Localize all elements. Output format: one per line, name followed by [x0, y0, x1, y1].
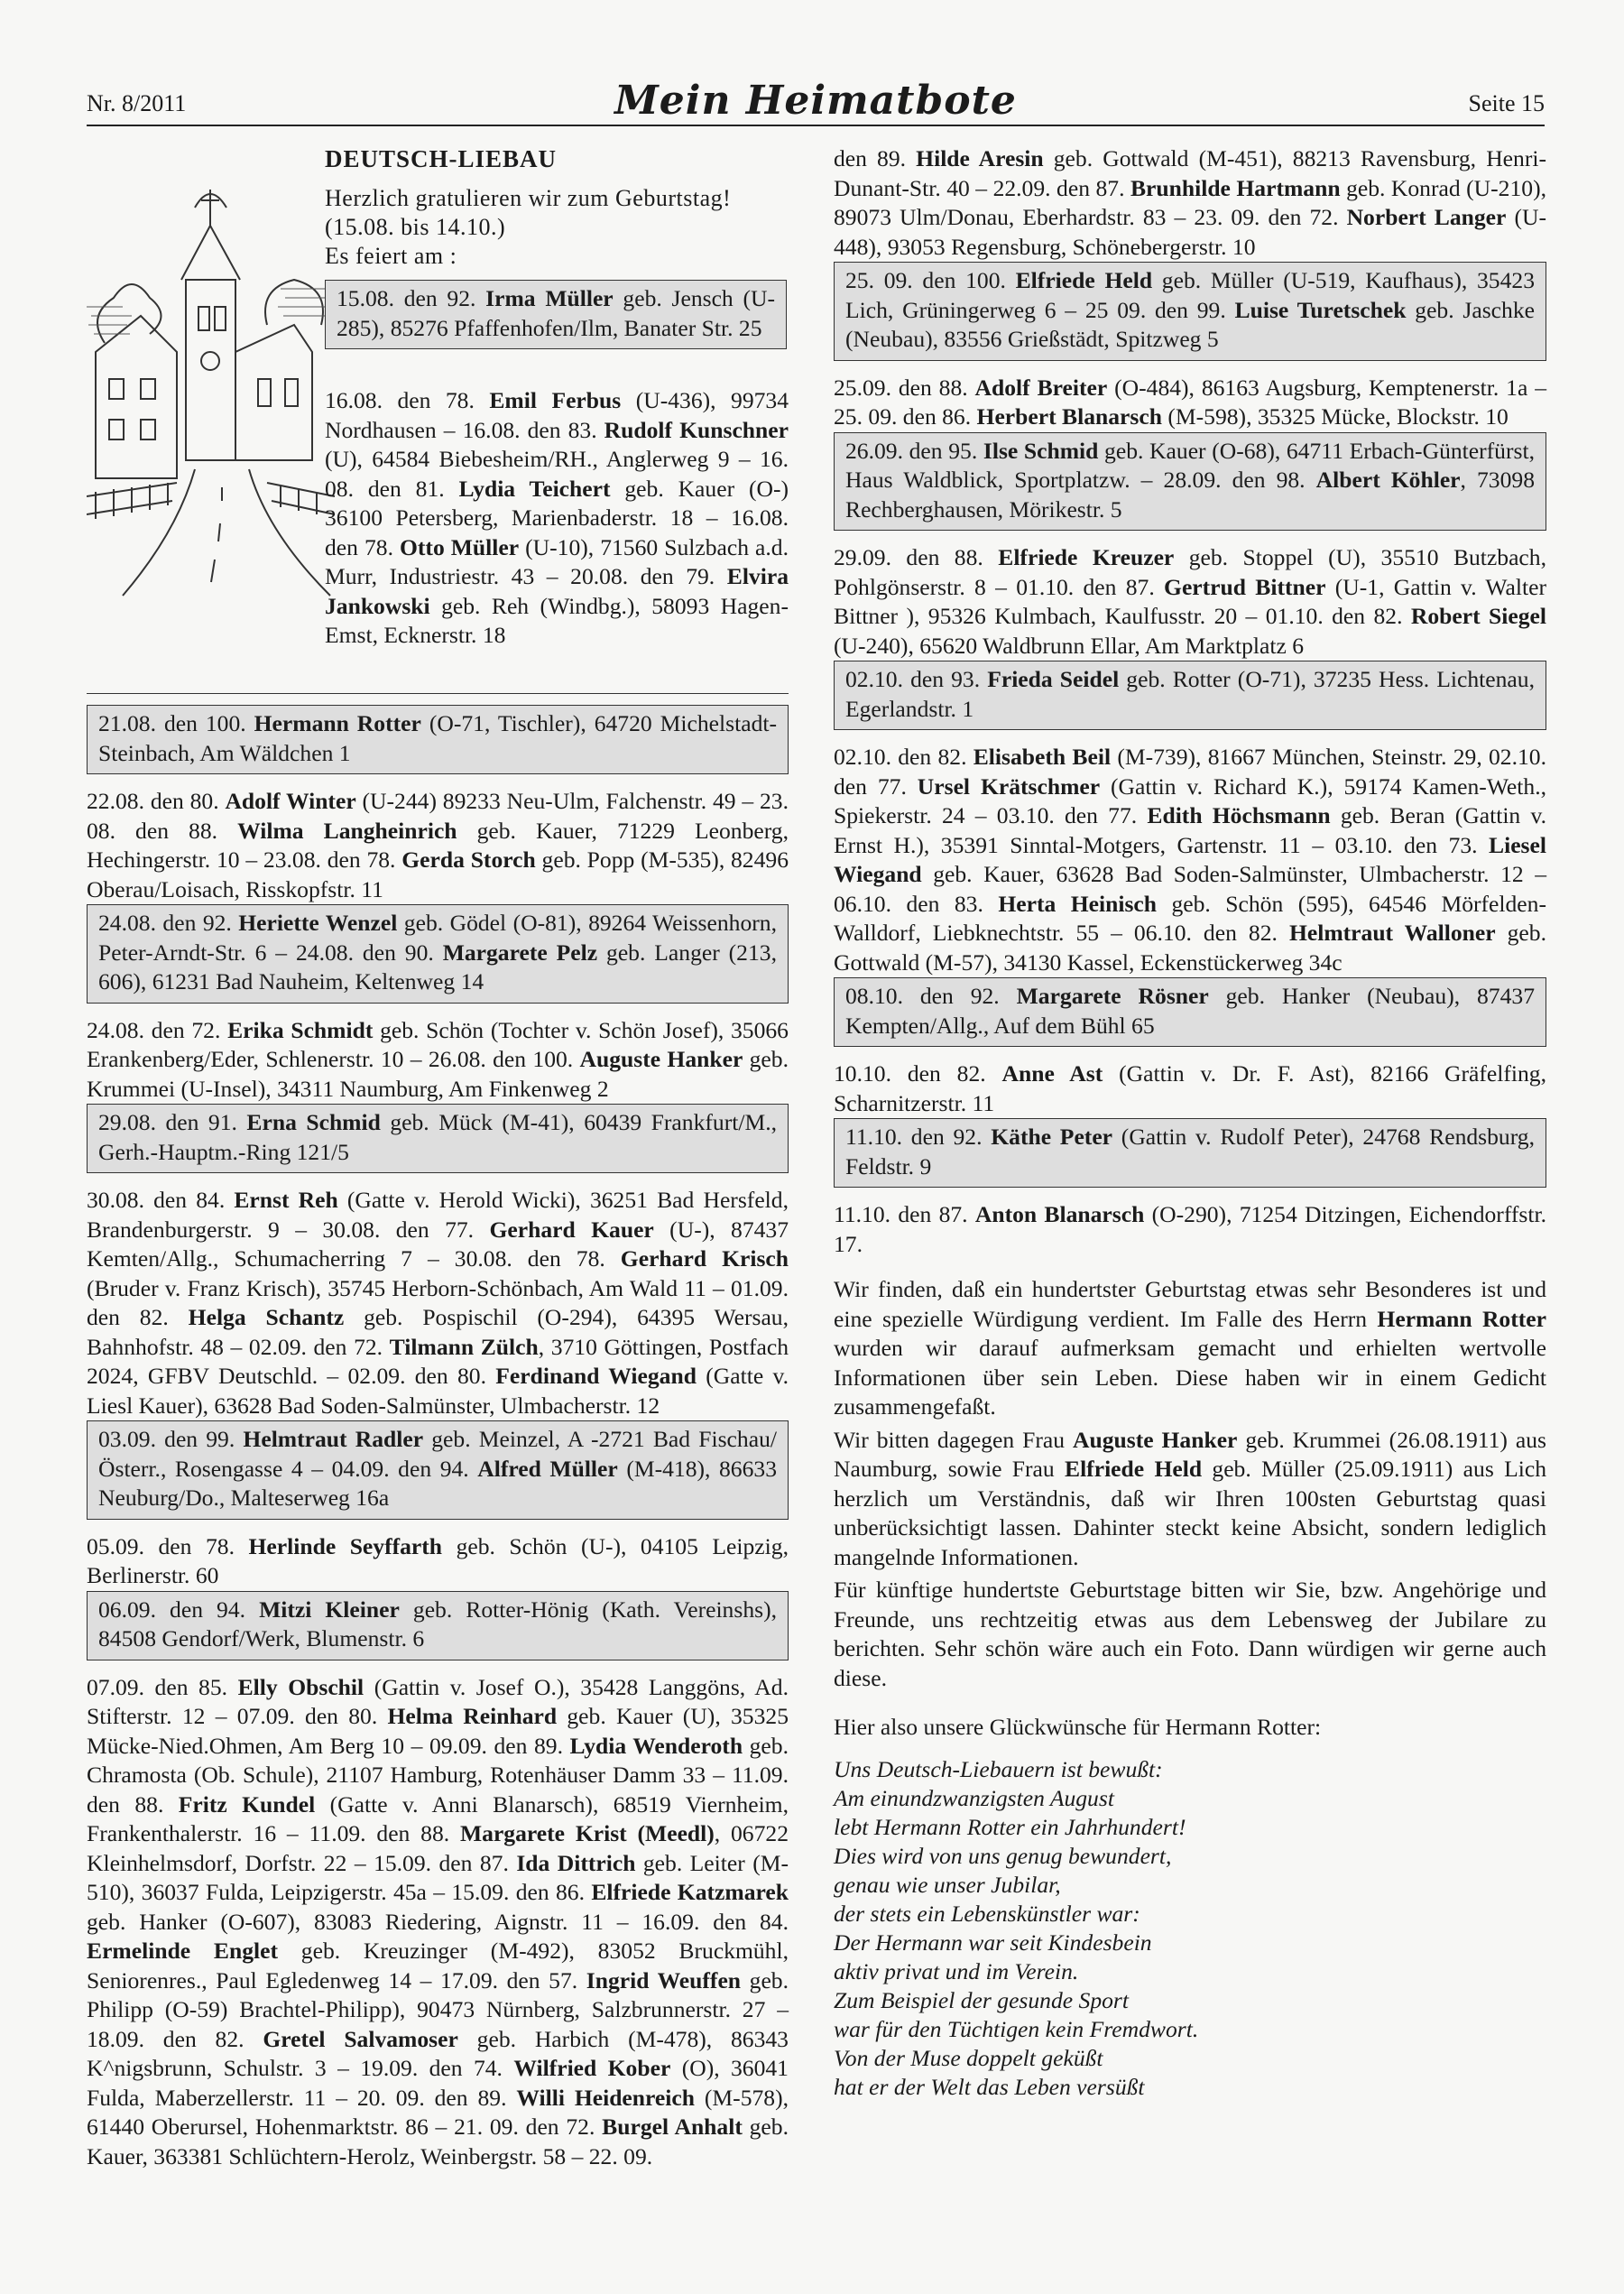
- birthday-entry: 29.09. den 88. Elfriede Kreuzer geb. Stoppel (U), 35510 Butzbach, Pohlgönserstr. 8 – 01.10. den 87. Gertrud Bittner (U-1, Gattin v. Walter Bittner ), 95326 Kulmbach, Kaulfusstr. 20 – 01.10. den 82. Robert Siegel (U-240), 65620 Waldbrunn Ellar, Am Marktplatz 6: [834, 544, 1546, 659]
- poem-line: Zum Beispiel der gesunde Sport: [834, 1986, 1129, 2013]
- birthday-poem: [834, 1755, 1546, 2102]
- page-number: Seite 15: [1468, 90, 1545, 116]
- celebrant-name: Ingrid Weuffen: [586, 1966, 742, 1993]
- section-intro-text: [325, 184, 785, 271]
- birthday-entry-highlighted: 06.09. den 94. Mitzi Kleiner geb. Rotter-Hönig (Kath. Vereinshs), 84508 Gendorf/Werk, Blumenstr. 6: [87, 1591, 789, 1660]
- celebrant-name: Helga Schantz: [188, 1304, 345, 1330]
- editorial-note: [834, 1275, 1546, 1743]
- celebrant-name: Elly Obschil: [237, 1673, 364, 1700]
- celebrant-name: Auguste Hanker: [1073, 1426, 1238, 1453]
- birthday-entry: den 89. Hilde Aresin geb. Gottwald (M-451), 88213 Ravensburg, Henri-Dunant-Str. 40 – 22.09. den 87. Brunhilde Hartmann geb. Konrad (U-210), 89073 Ulm/Donau, Eberhardstr. 83 – 23. 09. den 72. Norbert Langer (U-448), 93053 Regensburg, Schönebergerstr. 10: [834, 145, 1546, 260]
- poem-intro: Hier also unsere Glückwünsche für Hermann Rotter:: [834, 1714, 1322, 1740]
- header-rule: [87, 125, 1545, 126]
- celebrant-name: Käthe Peter: [991, 1124, 1113, 1150]
- celebrant-name: Willi Heidenreich: [516, 2084, 695, 2111]
- celebrant-name: Ferdinand Wiegand: [495, 1363, 697, 1389]
- celebrant-name: Margarete Pelz: [442, 939, 598, 966]
- celebrant-name: Hermann Rotter: [1377, 1305, 1546, 1332]
- celebrant-name: Herbert Blanarsch: [976, 403, 1162, 430]
- birthday-entry-highlighted: 26.09. den 95. Ilse Schmid geb. Kauer (O-68), 64711 Erbach-Günterfürst, Haus Waldblick, Sportplatzw. – 28.09. den 98. Albert Köhler, 73098 Rechberghausen, Mörikestr. 5: [834, 432, 1546, 532]
- intro-line-1: Herzlich gratulieren wir zum Geburtstag!: [325, 185, 732, 211]
- celebrant-name: Elfriede Held: [1065, 1456, 1203, 1482]
- page-header: [87, 78, 1545, 125]
- celebrant-name: Ernst Reh: [234, 1187, 338, 1213]
- birthday-entry-highlighted: 24.08. den 92. Heriette Wenzel geb. Gödel (O-81), 89264 Weissenhorn, Peter-Arndt-Str. 6 – 24.08. den 90. Margarete Pelz geb. Langer (213, 606), 61231 Bad Nauheim, Keltenweg 14: [87, 904, 789, 1004]
- left-column: [87, 144, 789, 2171]
- editorial-paragraph: Für künftige hundertste Geburtstage bitten wir Sie, bzw. Angehörige und Freunde, uns rechtzeitig etwas aus dem Lebensweg der Jubilare zu berichten. Sehr schön wäre auch ein Foto. Dann würdigen wir gerne auch diese.: [834, 1577, 1546, 1691]
- celebrant-name: Auguste Hanker: [579, 1046, 743, 1072]
- poem-line: hat er der Welt das Leben versüßt: [834, 2073, 1145, 2100]
- birthday-entry-highlighted: 03.09. den 99. Helmtraut Radler geb. Meinzel, A -2721 Bad Fischau/Österr., Rosengasse 4 – 04.09. den 94. Alfred Müller (M-418), 86633 Neuburg/Do., Malteserweg 16a: [87, 1420, 789, 1520]
- celebrant-name: Emil Ferbus: [489, 387, 622, 413]
- celebrant-name: Ida Dittrich: [516, 1849, 636, 1876]
- issue-number: Nr. 8/2011: [87, 90, 187, 116]
- birthday-entry: 11.10. den 87. Anton Blanarsch (O-290), 71254 Ditzingen, Eichendorffstr. 17.: [834, 1201, 1546, 1257]
- birthday-entry: 25.09. den 88. Adolf Breiter (O-484), 86163 Augsburg, Kemptenerstr. 1a – 25. 09. den 86. Herbert Blanarsch (M-598), 35325 Mücke, Blockstr. 10: [834, 374, 1546, 430]
- birthday-entry-highlighted: 29.08. den 91. Erna Schmid geb. Mück (M-41), 60439 Frankfurt/M., Gerh.-Hauptm.-Ring 121/5: [87, 1104, 789, 1173]
- celebrant-name: Lydia Teichert: [458, 475, 611, 502]
- celebrant-name: Mitzi Kleiner: [259, 1596, 400, 1623]
- celebrant-name: Elfriede Held: [1015, 267, 1153, 293]
- celebrant-name: Gerhard Kauer: [489, 1216, 654, 1243]
- birthday-entry-highlighted: 02.10. den 93. Frieda Seidel geb. Rotter (O-71), 37235 Hess. Lichtenau, Egerlandstr. 1: [834, 661, 1546, 730]
- celebrant-name: Wilfried Kober: [513, 2055, 671, 2081]
- celebrant-name: Adolf Breiter: [974, 374, 1108, 401]
- birthday-entry-highlighted: 25. 09. den 100. Elfriede Held geb. Müller (U-519, Kaufhaus), 35423 Lich, Grüningerweg 6 – 25 09. den 99. Luise Turetschek geb. Jaschke (Neubau), 83556 Grießstädt, Spitzweg 5: [834, 262, 1546, 361]
- celebrant-name: Irma Müller: [485, 285, 614, 311]
- celebrant-name: Otto Müller: [400, 533, 520, 560]
- poem-line: genau wie unser Jubilar,: [834, 1871, 1061, 1898]
- birthday-entry: 07.09. den 85. Elly Obschil (Gattin v. Josef O.), 35428 Langgöns, Ad. Stifterstr. 12 – 07.09. den 80. Helma Reinhard geb. Kauer (U), 35325 Mücke-Nied.Ohmen, Am Berg 10 – 09.09. den 89. Lydia Wenderoth geb. Chramosta (Ob. Schule), 21107 Hamburg, Rotenhäuser Damm 33 – 11.09. den 88. Fritz Kundel (Gatte v. Anni Blanarsch), 68519 Viernheim, Frankenthalerstr. 16 – 11.09. den 88. Margarete Krist (Meedl), 06722 Kleinhelmsdorf, Dorfstr. 22 – 15.09. den 87. Ida Dittrich geb. Leiter (M-510), 36037 Fulda, Leipzigerstr. 45a – 15.09. den 86. Elfriede Katzmarek geb. Hanker (O-607), 83083 Riedering, Aignstr. 11 – 16.09. den 84. Ermelinde Englet geb. Kreuzinger (M-492), 83052 Bruckmühl, Seniorenres., Paul Egledenweg 14 – 17.09. den 57. Ingrid Weuffen geb. Philipp (O-59) Brachtel-Philipp), 90473 Nürnberg, Salzbrunnerstr. 27 – 18.09. den 82. Gretel Salvamoser geb. Harbich (M-478), 86343 K^nigsbrunn, Schulstr. 3 – 19.09. den 74. Wilfried Kober (O), 36041 Fulda, Maberzellerstr. 11 – 20. 09. den 89. Willi Heidenreich (M-578), 61440 Oberursel, Hohenmarktstr. 86 – 21. 09. den 72. Burgel Anhalt geb. Kauer, 363381 Schlüchtern-Herolz, Weinbergstr. 58 – 22. 09.: [87, 1673, 789, 2169]
- poem-line: Der Hermann war seit Kindesbein: [834, 1929, 1152, 1956]
- celebrant-name: Lydia Wenderoth: [569, 1732, 743, 1759]
- celebrant-name: Edith Höchsmann: [1147, 802, 1331, 828]
- celebrant-name: Luise Turetschek: [1234, 296, 1407, 323]
- celebrant-name: Tilmann Zülch: [389, 1333, 539, 1360]
- celebrant-name: Herlinde Seyffarth: [248, 1532, 443, 1559]
- celebrant-name: Wilma Langheinrich: [237, 817, 457, 844]
- poem-line: Von der Muse doppelt geküßt: [834, 2044, 1103, 2071]
- celebrant-name: Robert Siegel: [1410, 603, 1546, 629]
- section-title: DEUTSCH-LIEBAU: [325, 145, 558, 172]
- birthday-entry: 30.08. den 84. Ernst Reh (Gatte v. Herold Wicki), 36251 Bad Hersfeld, Brandenburgerstr. 9 – 30.08. den 77. Gerhard Kauer (U-), 87437 Kemten/Allg., Schumacherring 7 – 30.08. den 78. Gerhard Krisch (Bruder v. Franz Krisch), 35745 Herborn-Schönbach, Am Wald 11 – 01.09. den 82. Helga Schantz geb. Pospischil (O-294), 64395 Wersau, Bahnhofstr. 48 – 02.09. den 72. Tilmann Zülch, 3710 Göttingen, Postfach 2024, GFBV Deutschld. – 02.09. den 80. Ferdinand Wiegand (Gatte v. Liesl Kauer), 63628 Bad Soden-Salmünster, Ulmbacherstr. 12: [87, 1187, 789, 1419]
- celebrant-name: Anne Ast: [1001, 1060, 1103, 1087]
- celebrant-name: Margarete Rösner: [1016, 983, 1209, 1009]
- birthday-entry-highlighted: 15.08. den 92. Irma Müller geb. Jensch (U-285), 85276 Pfaffenhofen/Ilm, Banater Str. 25: [325, 280, 787, 349]
- celebrant-name: Gerhard Krisch: [620, 1245, 789, 1272]
- celebrant-name: Ermelinde Englet: [87, 1938, 279, 1964]
- poem-line: war für den Tüchtigen kein Fremdwort.: [834, 2015, 1199, 2042]
- celebrant-name: Albert Köhler: [1315, 467, 1461, 493]
- celebrant-name: Elisabeth Beil: [973, 744, 1112, 770]
- birthday-entry-highlighted: 21.08. den 100. Hermann Rotter (O-71, Tischler), 64720 Michelstadt-Steinbach, Am Wäldchen 1: [87, 705, 789, 774]
- celebrant-name: Gerda Storch: [401, 846, 536, 873]
- celebrant-name: Heriette Wenzel: [238, 910, 398, 936]
- editorial-paragraph: Wir bitten dagegen Frau Auguste Hanker geb. Krummei (26.08.1911) aus Naumburg, sowie Frau Elfriede Held geb. Müller (25.09.1911) aus Lich herzlich um Verständnis, daß wir Ihren 100sten Geburtstag quasi unberücksichtigt lassen. Dahinter steckt keine Absicht, sondern lediglich mangelnde Informationen.: [834, 1426, 1547, 1570]
- intro-line-3: Es feiert am :: [325, 243, 457, 269]
- celebrant-name: Gertrud Bittner: [1164, 573, 1326, 600]
- celebrant-name: Erna Schmid: [246, 1109, 381, 1135]
- poem-line: Am einundzwanzigsten August: [834, 1784, 1114, 1811]
- celebrant-name: Anton Blanarsch: [974, 1201, 1145, 1227]
- celebrant-name: Margarete Krist (Meedl): [459, 1820, 715, 1846]
- celebrant-name: Ursel Krätschmer: [917, 772, 1101, 800]
- celebrant-name: Elvira Jankowski: [325, 563, 789, 619]
- celebrant-name: Herta Heinisch: [998, 890, 1157, 917]
- intro-line-2: (15.08. bis 14.10.): [325, 214, 506, 240]
- birthday-entry: 10.10. den 82. Anne Ast (Gattin v. Dr. F. Ast), 82166 Gräfelfing, Scharnitzerstr. 11: [834, 1060, 1546, 1116]
- celebrant-name: Hermann Rotter: [254, 710, 421, 736]
- masthead-logo: Mein Heimatbote: [614, 78, 1017, 124]
- birthday-entry: 22.08. den 80. Adolf Winter (U-244) 89233 Neu-Ulm, Falchenstr. 49 – 23. 08. den 88. Wilma Langheinrich geb. Kauer, 71229 Leonberg, Hechingerstr. 10 – 23.08. den 78. Gerda Storch geb. Popp (M-535), 82496 Oberau/Loisach, Risskopfstr. 11: [87, 788, 789, 902]
- celebrant-name: Erika Schmidt: [227, 1016, 374, 1043]
- celebrant-name: Frieda Seidel: [987, 666, 1120, 692]
- celebrant-name: Liesel Wiegand: [834, 831, 1546, 887]
- celebrant-name: Burgel Anhalt: [602, 2114, 743, 2140]
- celebrant-name: Norbert Langer: [1346, 204, 1507, 230]
- celebrant-name: Alfred Müller: [477, 1455, 618, 1482]
- celebrant-name: Gretel Salvamoser: [263, 2025, 458, 2052]
- celebrant-name: Rudolf Kunschner: [604, 416, 789, 443]
- right-column: [834, 144, 1546, 2102]
- celebrant-name: Adolf Winter: [225, 788, 356, 814]
- editorial-paragraph: Wir finden, daß ein hundertster Geburtstag etwas sehr Besonderes ist und eine spezielle Würdigung verdient. Im Falle des Herrn Hermann Rotter wurden wir darauf aufmerksam gemacht und erhielten wertvolle Informationen über sein Leben. Diese haben wir in einem Gedicht zusammengefaßt.: [834, 1276, 1546, 1420]
- celebrant-name: Fritz Kundel: [178, 1790, 316, 1818]
- poem-line: aktiv privat und im Verein.: [834, 1957, 1079, 1984]
- birthday-entry-highlighted: 08.10. den 92. Margarete Rösner geb. Hanker (Neubau), 87437 Kempten/Allg., Auf dem Bühl 65: [834, 977, 1546, 1047]
- celebrant-name: Helmtraut Radler: [243, 1426, 424, 1452]
- birthday-entry: 02.10. den 82. Elisabeth Beil (M-739), 81667 München, Steinstr. 29, 02.10. den 77. Ursel Krätschmer (Gattin v. Richard K.), 59174 Kamen-Weth., Spiekerstr. 24 – 03.10. den 77. Edith Höchsmann geb. Beran (Gattin v. Ernst H.), 35391 Sinntal-Motgers, Gartenstr. 11 – 03.10. den 73. Liesel Wiegand geb. Kauer, 63628 Bad Soden-Salmünster, Ulmbacherstr. 12 – 06.10. den 83. Herta Heinisch geb. Schön (595), 64546 Mörfelden-Walldorf, Liebknechtstr. 55 – 06.10. den 82. Helmtraut Walloner geb. Gottwald (M-57), 34130 Kassel, Eckenstückerweg 34c: [834, 744, 1546, 976]
- poem-line: Uns Deutsch-Liebauern ist bewußt:: [834, 1755, 1163, 1782]
- poem-line: der stets ein Lebenskünstler war:: [834, 1900, 1140, 1927]
- celebrant-name: Brunhilde Hartmann: [1130, 174, 1341, 201]
- celebrant-name: Ilse Schmid: [983, 437, 1099, 464]
- celebrant-name: Helma Reinhard: [387, 1703, 558, 1729]
- celebrant-name: Elfriede Kreuzer: [998, 544, 1175, 570]
- celebrant-name: Helmtraut Walloner: [1288, 920, 1496, 946]
- birthday-entry: 16.08. den 78. Emil Ferbus (U-436), 99734 Nordhausen – 16.08. den 83. Rudolf Kunschner (U), 64584 Biebesheim/RH., Anglerweg 9 – 16. 08. den 81. Lydia Teichert geb. Kauer (O-) 36100 Petersberg, Marienbaderstr. 18 – 16.08. den 78. Otto Müller (U-10), 71560 Sulzbach a.d. Murr, Industriestr. 43 – 20.08. den 79. Elvira Jankowski geb. Reh (Windbg.), 58093 Hagen-Emst, Ecknerstr. 18: [325, 387, 789, 648]
- section-intro: [87, 144, 789, 713]
- poem-line: Dies wird von uns genug bewundert,: [834, 1842, 1172, 1869]
- celebrant-name: Elfriede Katzmarek: [591, 1879, 789, 1905]
- birthday-entry-highlighted: 11.10. den 92. Käthe Peter (Gattin v. Rudolf Peter), 24768 Rendsburg, Feldstr. 9: [834, 1118, 1546, 1188]
- celebrant-name: Hilde Aresin: [916, 145, 1044, 171]
- birthday-entry: 05.09. den 78. Herlinde Seyffarth geb. Schön (U-), 04105 Leipzig, Berlinerstr. 60: [87, 1532, 789, 1588]
- poem-line: lebt Hermann Rotter ein Jahrhundert!: [834, 1813, 1186, 1840]
- birthday-entry: 24.08. den 72. Erika Schmidt geb. Schön (Tochter v. Schön Josef), 35066 Erankenberg/Eder, Schlenerstr. 10 – 26.08. den 100. Auguste Hanker geb. Krummei (U-Insel), 34311 Naumburg, Am Finkenweg 2: [87, 1016, 789, 1102]
